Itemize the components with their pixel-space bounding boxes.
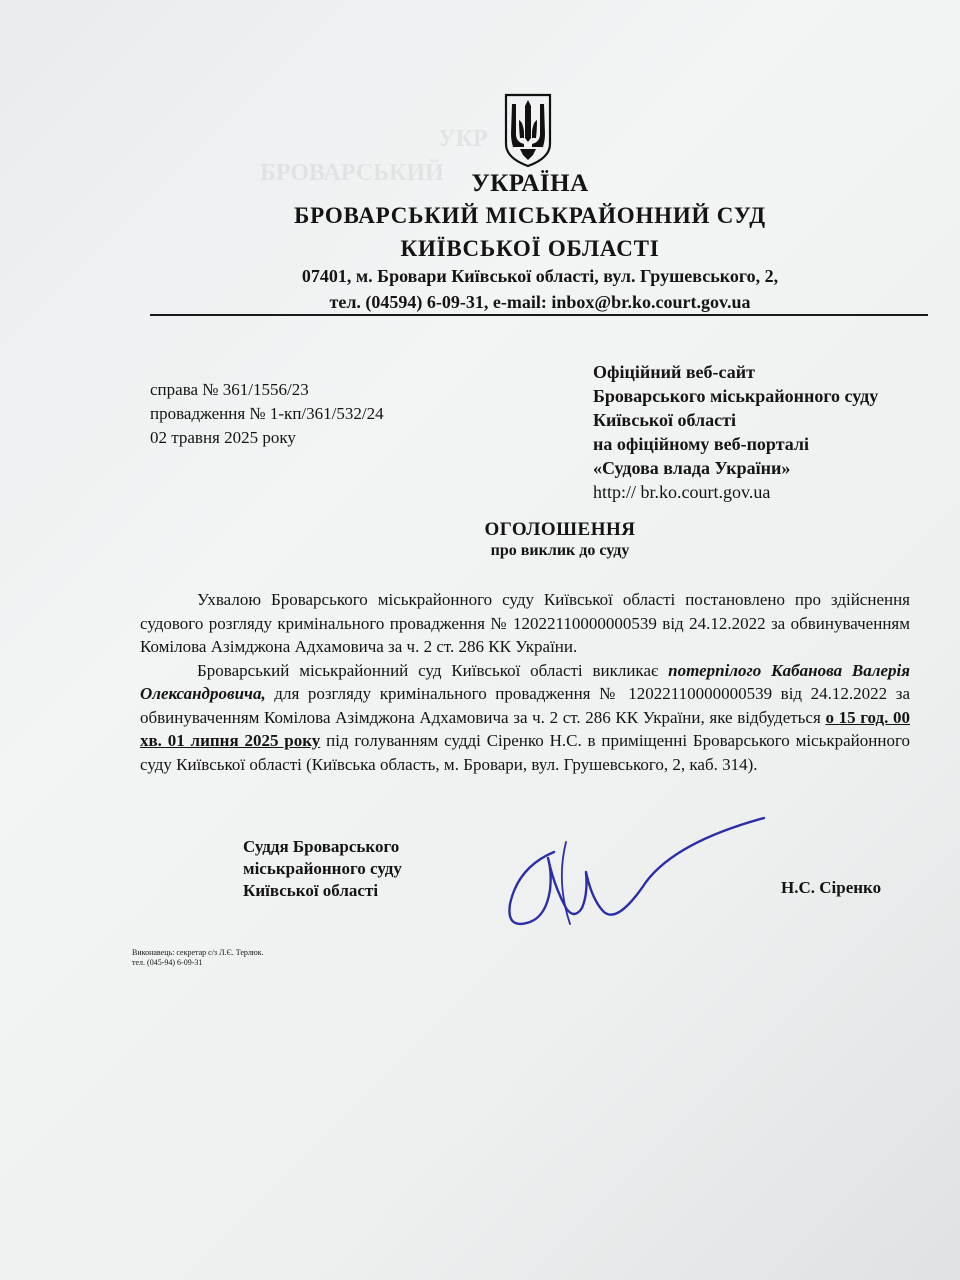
- proceeding-number: провадження № 1-кп/361/532/24: [150, 404, 384, 423]
- announcement-title: ОГОЛОШЕННЯ: [484, 519, 636, 540]
- bleed-through-ghost: БРОВАРСЬКИЙ: [260, 160, 444, 186]
- court-address: 07401, м. Бровари Київської області, вул. Грушевського, 2,: [301, 266, 779, 286]
- paragraph-summons: [140, 659, 910, 777]
- header-divider: [150, 314, 928, 316]
- executor-phone: тел. (045-94) 6-09-31: [132, 958, 203, 967]
- bleed-through-ghost: УКР: [438, 126, 488, 152]
- judge-title-block: [243, 836, 402, 902]
- handwritten-signature: [496, 812, 776, 942]
- judge-title-line: Суддя Броварського: [243, 837, 400, 856]
- region-heading: КИЇВСЬКОЇ ОБЛАСТІ: [400, 236, 660, 261]
- recipient-line: Київської області: [593, 410, 736, 430]
- recipient-line: Броварського міськрайонного суду: [593, 386, 879, 406]
- victim-name: потерпілого Кабанова Валерія Олександровича,: [140, 660, 910, 703]
- announcement-subtitle: про виклик до суду: [490, 542, 630, 559]
- executor-note: [132, 948, 264, 968]
- case-number: справа № 361/1556/23: [150, 380, 309, 399]
- announcement-body: [140, 588, 910, 776]
- court-contacts: тел. (04594) 6-09-31, e-mail: inbox@br.ko.court.gov.ua: [329, 292, 751, 312]
- court-name-heading: БРОВАРСЬКИЙ МІСЬКРАЙОННИЙ СУД: [294, 203, 766, 228]
- summons-text: під голуванням судді Сіренко Н.С. в приміщенні Броварського міськрайонного суду Київської області (Київська область, м. Бровари, вул. Грушевського, 2, каб. 314).: [140, 731, 910, 774]
- summons-text: Броварський міськрайонний суд Київської області викликає: [197, 660, 669, 680]
- document-date: 02 травня 2025 року: [150, 428, 296, 447]
- recipient-block: [593, 360, 878, 504]
- recipient-line: Офіційний веб-сайт: [593, 362, 755, 382]
- trident-emblem-icon: [503, 92, 553, 168]
- summons-text: для розгляду кримінального провадження № 12022110000000539 від 24.12.2022 за обвинуваченням Комілова Азімджона Адхамовича за ч. 2 ст. 286 КК України, яке відбудеться: [140, 684, 910, 727]
- judge-title-line: Київської області: [243, 881, 379, 900]
- case-info-block: [150, 378, 384, 450]
- hearing-datetime: о 15 год. 00 хв. 01 липня 2025 року: [140, 707, 910, 750]
- country-heading: УКРАЇНА: [471, 170, 589, 197]
- judge-name: Н.С. Сіренко: [781, 878, 882, 897]
- judge-title-line: міськрайонного суду: [243, 859, 402, 878]
- recipient-line: на офіційному веб-порталі: [593, 434, 810, 454]
- paragraph-ruling: Ухвалою Броварського міськрайонного суду Київської області постановлено про здійснення судового розгляду кримінального провадження № 12022110000000539 від 24.12.2022 за обвинуваченням Комілова Азімджона Адхамовича за ч. 2 ст. 286 КК України.: [140, 590, 910, 656]
- recipient-url: http:// br.ko.court.gov.ua: [593, 482, 771, 502]
- recipient-line: «Судова влада України»: [593, 458, 791, 478]
- executor-line: Виконавець: секретар с/з Л.Є. Терлюк.: [132, 948, 264, 957]
